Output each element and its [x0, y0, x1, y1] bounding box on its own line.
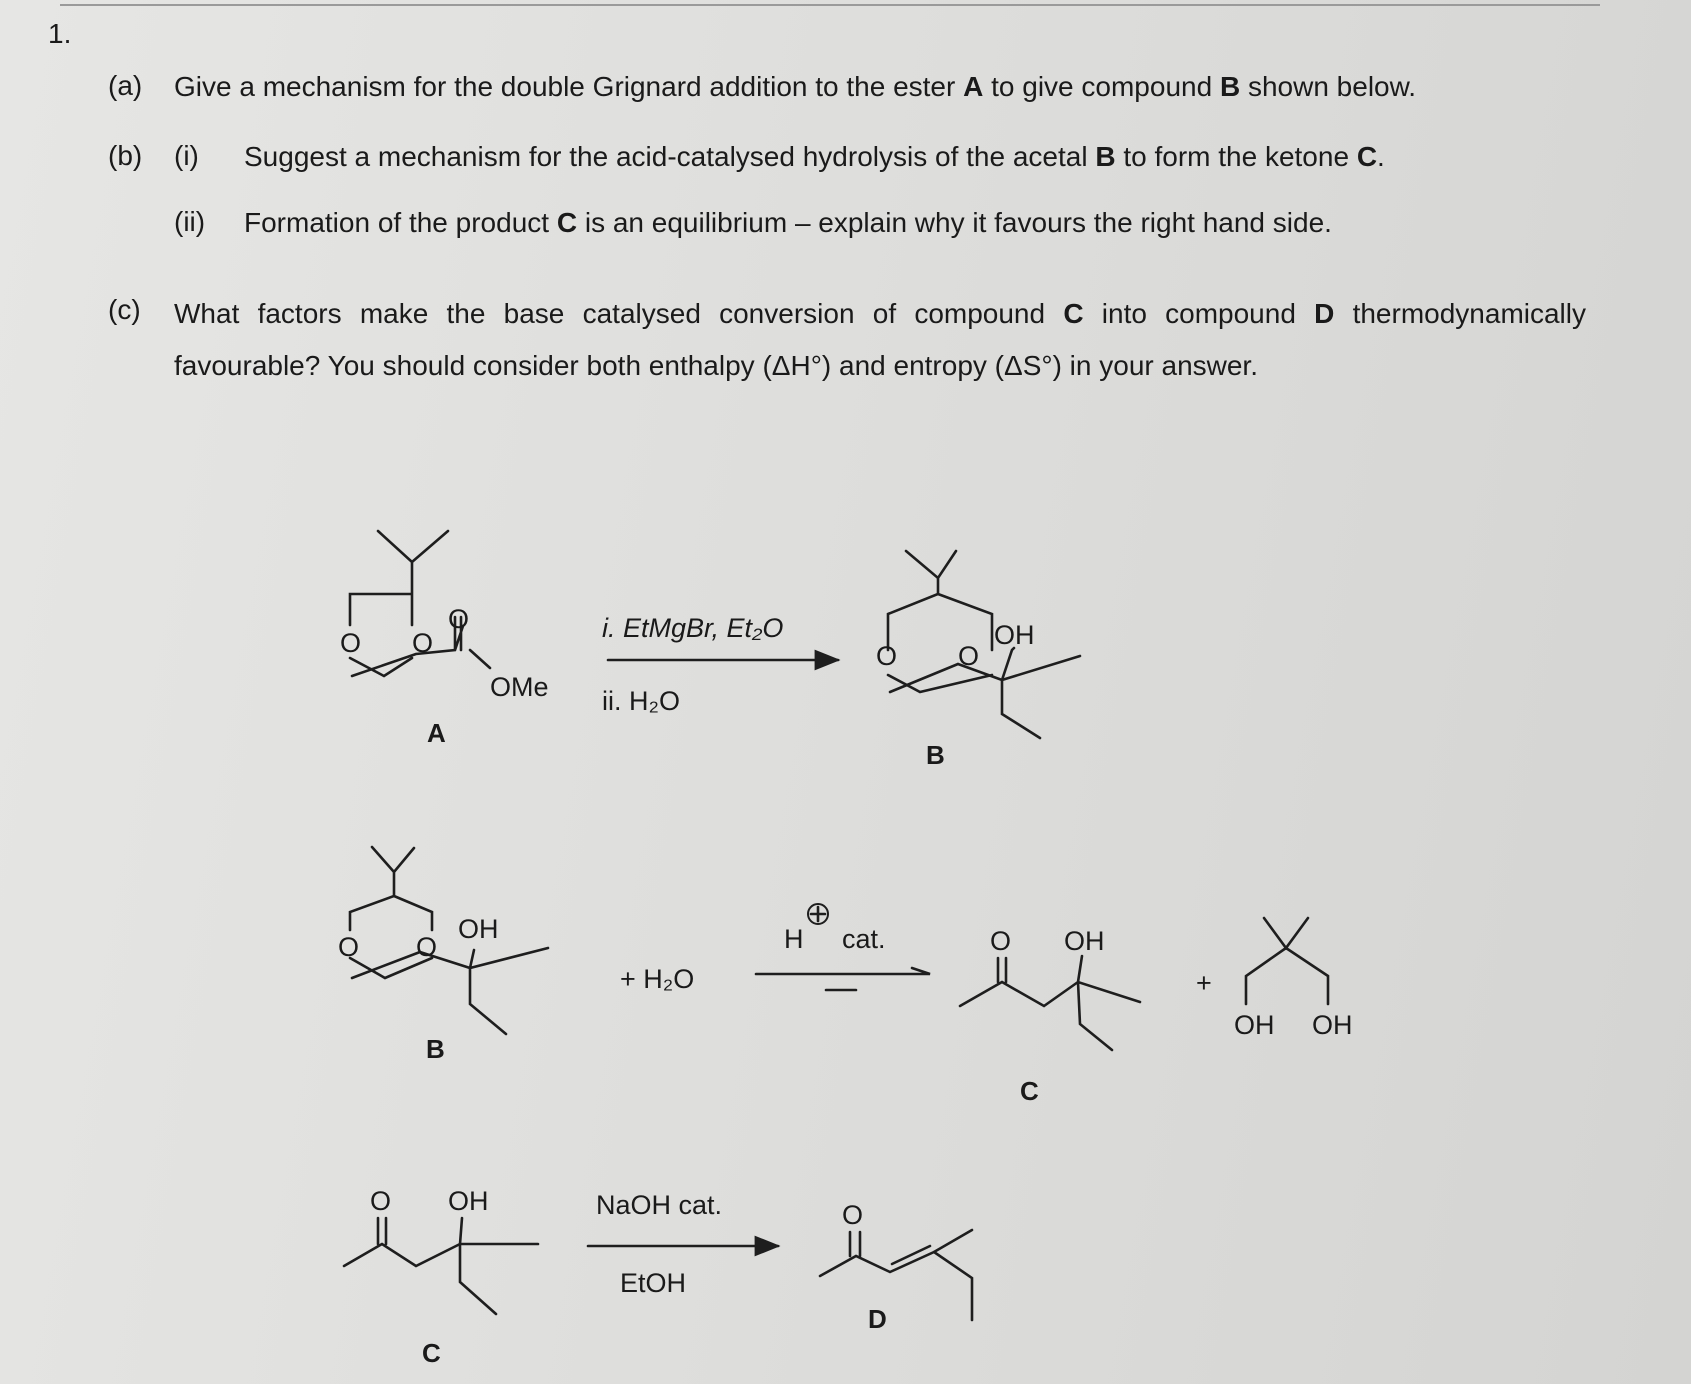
- oh1-label: OH: [1234, 1010, 1275, 1040]
- part-c-label: (c): [108, 294, 141, 325]
- plus-charge-icon: [811, 907, 825, 921]
- structure-b-1: [876, 551, 1080, 770]
- oh2-label: OH: [1312, 1010, 1353, 1040]
- equilibrium-arrows: [756, 904, 930, 990]
- structure-c-1: [960, 926, 1140, 1106]
- reagent-top: NaOH cat.: [596, 1190, 723, 1220]
- question-number: 1.: [48, 18, 72, 49]
- part-b-i-text: Suggest a mechanism for the acid-catalysed hydrolysis of the acetal B to form the ketone C.: [244, 141, 1385, 172]
- part-a-label: (a): [108, 70, 143, 101]
- plus-water: + H₂O: [620, 964, 695, 994]
- atom-o: O: [448, 604, 470, 634]
- reagent-bottom: EtOH: [620, 1268, 687, 1298]
- oh-label: OH: [458, 914, 499, 944]
- part-b-label: (b): [108, 140, 143, 171]
- atom-o: O: [416, 932, 438, 962]
- oh-label: OH: [448, 1186, 489, 1216]
- part-b-ii-label: (ii): [174, 206, 206, 237]
- atom-o: O: [958, 641, 980, 671]
- acid-h: H: [784, 924, 804, 954]
- reagent-ii: ii. H₂O: [602, 686, 680, 716]
- atom-o: O: [876, 641, 898, 671]
- label-b: B: [426, 1034, 445, 1064]
- part-b-i-label: (i): [174, 140, 199, 171]
- ome-label: OMe: [490, 672, 549, 702]
- part-c-text: What factors make the base catalysed conversion of compound C into compound D thermodynamically favourable? You should consider both enthalpy (ΔH°) and entropy (ΔS°) in your answer.: [174, 298, 1587, 381]
- label-b: B: [926, 740, 945, 770]
- part-b-ii-text: Formation of the product C is an equilibrium – explain why it favours the right hand side.: [244, 207, 1332, 238]
- atom-o: O: [990, 926, 1012, 956]
- plus-sign: +: [1196, 968, 1212, 998]
- label-c: C: [422, 1338, 441, 1368]
- oh-label: OH: [1064, 926, 1105, 956]
- atom-o: O: [370, 1186, 392, 1216]
- diol: [1234, 918, 1353, 1040]
- structure-a: [340, 531, 549, 748]
- structure-b-2: [338, 847, 548, 1064]
- reagent-i: i. EtMgBr, Et₂O: [602, 613, 784, 643]
- atom-o: O: [412, 628, 434, 658]
- label-c: C: [1020, 1076, 1039, 1106]
- label-d: D: [868, 1304, 887, 1334]
- atom-o: O: [338, 932, 360, 962]
- cat-label: cat.: [842, 924, 886, 954]
- oh-label: OH: [994, 620, 1035, 650]
- label-a: A: [427, 718, 446, 748]
- part-a-text: Give a mechanism for the double Grignard addition to the ester A to give compound B shown below.: [174, 71, 1417, 102]
- atom-o: O: [340, 628, 362, 658]
- structure-d: [820, 1200, 972, 1334]
- structure-c-2: [344, 1186, 538, 1368]
- atom-o: O: [842, 1200, 864, 1230]
